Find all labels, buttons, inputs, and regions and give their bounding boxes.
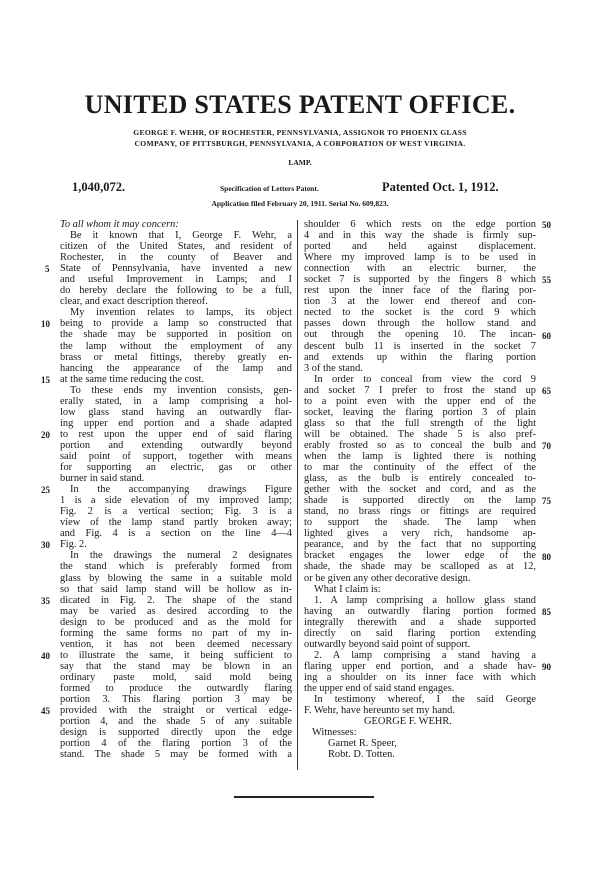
text-line: so that said lamp stand will be hollow as in- <box>60 583 292 595</box>
text-line: do hereby declare the following to be a full, <box>60 285 292 297</box>
text-line: F. Wehr, have hereunto set my hand. <box>304 705 455 717</box>
text-line: portion 3. This flaring portion 3 may be <box>60 694 292 706</box>
patent-number: 1,040,072. <box>72 180 126 194</box>
column-divider <box>297 220 298 770</box>
specification-label: Specification of Letters Patent. <box>220 184 319 193</box>
text-line: Fig. 2 is a vertical section; Fig. 3 is a <box>60 506 292 518</box>
text-line: the shade may be supported in position on <box>60 329 292 341</box>
text-line: brass or metal fittings, thereby greatly en- <box>60 351 292 363</box>
text-line: ing a shoulder on its inner face with which <box>304 671 536 683</box>
text-line: What I claim is: <box>314 583 381 595</box>
right-text-column <box>304 219 536 760</box>
text-line: Witnesses: <box>312 727 357 739</box>
text-line: the lamp without the employment of any <box>60 340 292 352</box>
text-line: To these ends my invention consists, gen- <box>70 384 292 396</box>
text-line: rest upon the inner face of the flaring por- <box>304 285 536 297</box>
text-line: socket 7 is supported by the fingers 8 which <box>304 274 536 286</box>
text-line: and Fig. 4 is a section on the line 4—4 <box>60 528 292 540</box>
patented-date: Patented Oct. 1, 1912. <box>382 180 499 194</box>
text-line: having an outwardly flaring portion formed <box>304 605 536 617</box>
text-line: Fig. 2. <box>60 539 87 551</box>
text-line: design is supported directly upon the edge <box>60 727 292 739</box>
text-line: formed to produce the outwardly flaring <box>60 682 292 694</box>
line-number: 15 <box>41 374 50 385</box>
text-line: Be it known that I, George F. Wehr, a <box>70 230 292 242</box>
text-line: 3 of the stand. <box>304 362 363 374</box>
line-number: 5 <box>45 264 50 275</box>
text-line: ordinary paste mold, said mold being <box>60 671 292 683</box>
line-number: 60 <box>542 330 551 341</box>
text-line: shade, the shade may be scalloped as at 12, <box>304 561 536 573</box>
text-line: or be given any other decorative design. <box>304 572 471 584</box>
text-line: tion 3 at the lower end thereof and con- <box>304 296 536 308</box>
text-line: shoulder 6 which rests on the edge portion <box>304 219 536 230</box>
text-line: integrally therewith and a shade supported <box>304 616 536 628</box>
text-line: outwardly beyond said point of support. <box>304 638 471 650</box>
text-line: dicated in Fig. 2. The shape of the stand <box>60 594 292 606</box>
left-text-column <box>60 219 292 760</box>
text-line: 1. A lamp comprising a hollow glass stand <box>314 594 536 606</box>
line-number: 35 <box>41 595 50 606</box>
line-number: 40 <box>41 650 50 661</box>
text-line: To all whom it may concern: <box>60 219 179 230</box>
end-rule <box>234 796 374 798</box>
assignor-line-2: COMPANY, OF PITTSBURGH, PENNSYLVANIA, A CORPORATION OF WEST VIRGINIA. <box>134 139 466 148</box>
text-line: ported and held against displacement. <box>304 241 536 253</box>
text-line: to illustrate the same, it being sufficient to <box>60 649 292 661</box>
text-line: stand. The shade 5 may be formed with a <box>60 749 292 761</box>
line-number: 25 <box>41 485 50 496</box>
text-line: low glass stand having an outwardly flar- <box>60 406 292 418</box>
text-line: gether with the socket and cord, and as the <box>304 484 536 496</box>
text-line: bracket engages the lower edge of the <box>304 550 536 562</box>
text-line: lighted gives a very rich, handsome ap- <box>304 528 536 540</box>
text-line: directly on said flaring portion extending <box>304 627 536 639</box>
text-line: shade is supported directly on the lamp <box>304 495 536 507</box>
line-number: 75 <box>542 496 551 507</box>
text-line: to rest upon the upper end of said flaring <box>60 428 292 440</box>
text-line: the upper end of said stand engages. <box>304 682 455 694</box>
text-line: In testimony whereof, I the said George <box>314 694 536 706</box>
text-line: glass so that the full strength of the light <box>304 417 536 429</box>
text-line: portion and extending outwardly beyond <box>60 439 292 451</box>
text-line: may be varied as desired according to the <box>60 605 292 617</box>
text-line: Garnet R. Speer, <box>328 738 397 750</box>
text-line: at the same time reducing the cost. <box>60 373 204 385</box>
text-line: forming the same forms no part of my in- <box>60 627 292 639</box>
text-line: when the lamp is lighted there is nothing <box>304 450 536 462</box>
application-line: Application filed February 20, 1911. Serial No. 609,823. <box>211 199 389 208</box>
line-number: 70 <box>542 441 551 451</box>
text-line: descent bulb 11 is inserted in the socket 7 <box>304 340 536 352</box>
text-line: portion 4, and the shade 5 of any suitable <box>60 716 292 728</box>
text-line: erally stated, in a lamp comprising a hol- <box>60 395 292 407</box>
text-line: for supporting an electric, gas or other <box>60 462 292 474</box>
line-number: 85 <box>542 606 551 617</box>
text-line: vention, it has not been deemed necessary <box>60 638 292 650</box>
text-line: said point of support, together with means <box>60 450 292 462</box>
text-line: In the drawings the numeral 2 designates <box>70 550 292 562</box>
text-line: connection with an electric burner, the <box>304 263 536 275</box>
text-line: to a point even with the upper end of the <box>304 395 536 407</box>
text-line: My invention relates to lamps, its object <box>70 307 292 319</box>
text-line: stand, no brass rings or fittings are required <box>304 506 536 518</box>
text-line: portion 4 of the flaring portion 3 of the <box>60 738 292 750</box>
text-line: erably frosted so as to conceal the bulb and <box>304 439 536 451</box>
text-line: to mar the continuity of the effect of the <box>304 462 536 474</box>
text-line: burner in said stand. <box>60 473 145 485</box>
text-line: view of the lamp stand partly broken away; <box>60 517 292 529</box>
text-line: pearance, and by the fact that no supporting <box>304 539 536 551</box>
line-number: 10 <box>41 319 50 330</box>
line-number: 55 <box>542 275 551 286</box>
text-line: out through the opening 10. The incan- <box>304 329 536 341</box>
text-line: being to provide a lamp so constructed that <box>60 318 292 330</box>
text-line: design to be produced and as the mold for <box>60 616 292 628</box>
text-line: clear, and exact description thereof. <box>60 296 208 308</box>
text-line: glass by blowing the same in a suitable mold <box>60 572 292 584</box>
text-line: glass, as the bulb is entirely concealed to- <box>304 473 536 485</box>
line-number: 45 <box>41 706 50 717</box>
line-number: 30 <box>41 540 50 551</box>
subject-heading: LAMP. <box>288 158 312 167</box>
text-line: State of Pennsylvania, have invented a new <box>60 263 292 275</box>
text-line: 1 is a side elevation of my improved lamp; <box>60 495 292 507</box>
line-number: 90 <box>542 662 551 672</box>
line-number: 20 <box>41 429 50 440</box>
text-line: Rochester, in the county of Beaver and <box>60 252 292 264</box>
text-line: the stand which is preferably formed from <box>60 561 292 573</box>
text-line: socket, leaving the flaring portion 3 of plain <box>304 406 536 418</box>
text-line: citizen of the United States, and resident of <box>60 241 292 253</box>
text-line: ing upper end portion and a shade adapted <box>60 417 292 429</box>
text-line: 4 and in this way the shade is firmly sup- <box>304 230 536 242</box>
assignor-block <box>60 127 540 149</box>
text-line: 2. A lamp comprising a stand having a <box>314 649 536 661</box>
text-line: Where my improved lamp is to be used in <box>304 252 536 264</box>
text-line: and useful Improvement in Lamps; and I <box>60 274 292 286</box>
patent-office-title: UNITED STATES PATENT OFFICE. <box>84 90 516 119</box>
text-line: and extends up within the flaring portion <box>304 351 536 363</box>
line-number: 50 <box>542 220 551 230</box>
text-line: provided with the straight or vertical edge- <box>60 705 292 717</box>
text-line: say that the stand may be blown in an <box>60 660 292 672</box>
text-line: nected to the socket is the cord 9 which <box>304 307 536 319</box>
assignor-line-1: GEORGE F. WEHR, OF ROCHESTER, PENNSYLVANIA, ASSIGNOR TO PHOENIX GLASS <box>133 128 467 137</box>
text-line: and socket 7 I prefer to frost the stand up <box>304 384 536 396</box>
text-line: will be obtained. The shade 5 is also pref- <box>304 428 536 440</box>
text-line: passes down through the hollow stand and <box>304 318 536 330</box>
line-number: 65 <box>542 385 551 396</box>
text-line: In the accompanying drawings Figure <box>70 484 292 496</box>
text-line: to support the shade. The lamp when <box>304 517 536 529</box>
text-line: Robt. D. Totten. <box>328 749 395 761</box>
text-line: In order to conceal from view the cord 9 <box>314 373 536 385</box>
text-line: GEORGE F. WEHR. <box>364 716 452 728</box>
line-number: 80 <box>542 551 551 562</box>
text-line: hancing the appearance of the lamp and <box>60 362 292 374</box>
text-line: flaring upper end portion, and a shade hav- <box>304 660 536 672</box>
